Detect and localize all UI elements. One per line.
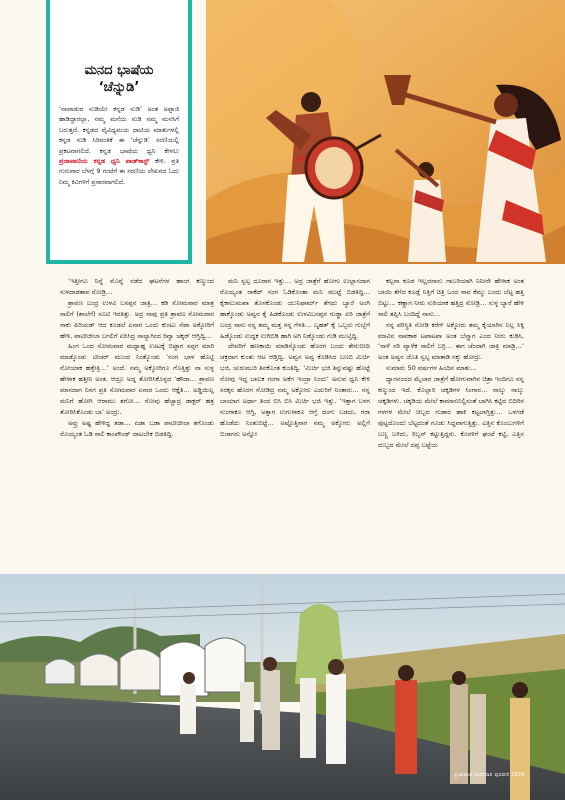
paragraph: ಹಿಂಗ ಒಂದ ಸೋಮವಾರ ಮಧ್ಯಾಹ್ನ ಊಟಕ್ಕೆ ಬಿಟ್ಟಾಗ ಸಪ್ಪಗ ಮಾರಿ ಮಾಡ್ಕೊಂಡು ಟೀಚರ್ ಮುಂದ ನಿಂತ್ಕೊಂಡು ‘ನಂಗ ಭಾಳ ಹೊಟ್ಟಿ ನೋಯಾಕ ಹತ್ತೇತ್ರಿ…’ ಅಂದೆ. ನಮ್ಮ ಅಕ್ಕೋರಿಗೂ ಗೊತ್ತಿತ್ತು ನಾ ಸುಳ್ಳ ಹೇಳಾಕ ಹತ್ತೀನಿ ಅಂತ. ಆದ್ರೂ ಅದ್ನ ತೋರಿಸಿಕೊಳ್ಳದ ‘ಹೌದಾ… ಶ್ರಾವಣ ಮಾಸದಾಗ ನಿನಗ ಪ್ರತಿ ಸೋಮವಾರ ಏನಾರ ಒಂದು ಆಕ್ತೈತಿ… ಅಡ್ಡಿಯಿಲ್ಲ ಮನಿಗೆ ಹೋಗಿ ಆರಾಮು ತಗೋ… ನೋವು ಹೆಚ್ಚಾದ್ರ ಡಾಕ್ಟರ್ ಹತ್ರ ತೋರಿಸಿಕೊಂಡು ಬಾ’ ಅಂದ್ರು. [60, 342, 214, 416]
paragraph: ‘ಇತ್ತೀಗೂ ನಿನ್ನೆ ಮೊನ್ನೆ ನಡೆದ ಘಟನೆಗಳ ಹಾಂಗ ಕಣ್ಮುಂದ ಸುಳದಾಡತಾವ ನೋಡ್ರಿ… [60, 277, 214, 296]
paragraph: ದೇವರಿಗೆ ಹಣಕಾಯಿ ಮಾಡಿಸ್ಕೊಂಡು ಹೊರಗ ಬಂದು ತೇರುಬೀದಿ ಚಕ್ರದಾಗ ಕುಂತು ಆಟ ಆಡ್ತಿದ್ವಿ. ಅವ್ವನ ಅವ್ವ ಕೊಡಿಸಿದ ಬಣಬಿ ಮಿರ್ಚಿ ಭಜಿ, ಚುರುಮುರಿ ತಿನಕೊಂತ ಕುಂತಿದ್ವಿ. ‘ಮಿರ್ಚಿ ಭಜಿ ತಿನ್ನುವಷ್ಟು ಹೊಟ್ಟೆ ನೋವು ಇದ್ದ ಬಾಲಕ ಗಂಗಾ ಅಕೆಗ ಇಂದ್ರಾ ನಿಂದು’ ಅನುವ ಧ್ವನಿ ಕೇಳಿ ಸರಕ್ಕನ ಹೊರಗ ನೋಡಿದ್ರ ನಮ್ಮ ಅಕ್ಕೋರು ಎದುರಿಗೆ ನಿಂತಾರು… ನನ್ನ ಬಾಯಾಗ ಅರ್ಧಾ ತಿಂದ ಬಿಸಿ ಬಿಸಿ ಮಿರ್ಚಿ ಭಜಿ ಇತ್ತು. ‘ಇತ್ತಾಗ ಬಳಗ ನುಂಗಾಕೂ ಆಗ್ತಿ, ಅತ್ತಾಗ ಉಗುಳಾಕೂ ಆಗ್ತೆ ದಂಗು ಬಡದು, ಗರಾ ಹೊಡೆದು ನಿಂತುಬಿಟ್ಟೆ… ಅಷ್ಟೊತ್ತಿನಾಗ ನಮ್ಮ ಅಕ್ಕೋರು ಅಲ್ಲಿಗೆ ಬಿಜಾಗರು ಅನ್ನೋ [220, 342, 370, 438]
sidebar-title-line2: ‘ಚೆನ್ನುಡಿ’ [98, 80, 140, 95]
paragraph: ಕಲ್ಪನಾ ಕೂಡ ಇಲ್ಲದನಾನು ಗಾಬರಿಯಾಗಿ ನಿನೀನೇ ಹೇಳಾಕ ಅಂತ ಬಾಯಿ ತೆಗೆದ ಕೂಡ್ಲೆ ನಿತ್ತಿಗೆ ಚಿತ್ರಿ ಒಂದ ಸಾವ ಕೆಮ್ಮು ಬಂದು ಬೆಟ್ಟ ಹತ್ತಿ ಬಿಟ್ಟು… ಕಣ್ಣಾಗ ನೀರು ಸುರಿಯಾಕ ಹತ್ತಿದ್ರ ನೋಡ್ರಿ… ಸುಳ್ಳ ಬ್ಯಾರೆ ಹೇಳಿ ಸಾಲಿ ತಪ್ಪಿಸಿ ಬಂದಿದ್ದೆ ನಾನು… [378, 277, 524, 318]
sidebar-outro: ಕೇಳಿ. ಪ್ರತಿ ಗುರುವಾರ ಬೆಳಗ್ಗೆ 9 ಗಂಟೆಗೆ ಈ ಸರಣಿಯ ಲೇಖನದ ಓದು ನಿಮ್ಮ ಕಿವಿಗಳಿಗೆ ಪ್ರಸಾರವಾಗಲಿದೆ. [59, 157, 179, 186]
procession-photo [0, 574, 565, 800]
header-illustration [206, 0, 565, 264]
article-column-1 [60, 276, 214, 440]
sidebar-box [46, 0, 192, 264]
paragraph: ಧ್ಯಾಗನಂದದ ಮೈಲಾರ ಜಾತ್ರೆಗೆ ಹೋಗುವಾಗಿನ ಚಿತ್ರಾ ಇಂದಿಗೂ ನನ್ನ ಕಣ್ಮುಂದ ಇದೆ. ಕೊಲ್ಲಾರಿ ಚಕ್ಕಡಿಗಳ ಸಿಂಗಾರ… ನಾಲ್ಕು ನಾಲ್ಕು ಚಕ್ಕಡಿಗಳು. ಚಕ್ಕಡಿಯ ಮೇಲೆ ಕಾಮಾನಬಿಲ್ಲಿನಂತೆ ಬಾಗಿಸಿ ಕಟ್ಟಿದ ಬಿದಿರಿನ ಗಳಗಳ ಮೇಲೆ ಚಿಬ್ಬದ ಗುಡಾರ ಹಾಕಿ ಕಟ್ಟಲಾಗ್ತಿತ್ತು… ಒಳಗಡೆ ಪುಟ್ಟದೊಂದು ಬೆಟ್ಟದಂತೆ ಗೂಡು ಸಿದ್ದವಾಗುತ್ತಿತ್ತು. ಎತ್ತಿನ ಕೊಂಬುಗಳಿಗೆ ಬಣ್ಣ ಬಳಿದು, ರಿಬ್ಬನ್ ಕಟ್ಟುತ್ತಿದ್ದರು. ಕೊರಳಿಗೆ ಘಂಟೆ ಕಟ್ಟಿ, ಎತ್ತಿನ ದುಬ್ಬದ ಮೇಲೆ ದಪ್ಪ ಬಟ್ಟೆಯ [378, 375, 524, 449]
paragraph: ಸುಮಾರು 50 ವರ್ಷಗಳ ಹಿಂದಿನ ಮಾತು… [386, 364, 477, 373]
procession-photo-image [0, 574, 565, 800]
paragraph: ಅವ್ರು ಅಷ್ಟ ಹೇಳಿದ್ದ ತಡಾ… ಏಡಾ ಬಡಾ ಪಾಟೀಚೀಲಾ ತಗೊಂಡು ರೊಯ್ಯಂತ ಓಡಿ ಸಾಲಿ ಕಾಂಪೌಂಡ್ ದಾಟಬೇಕ ಬಿಡತಿದ್ದಿ. [60, 418, 214, 438]
podcast-highlight: ಪ್ರಜಾವಾಣಿಯ ಕನ್ನಡ ಧ್ವನಿ ಪಾಡ್‌ಕಾಸ್ಟ್ [59, 157, 150, 166]
article-column-3 [378, 276, 524, 451]
paragraph: ನನ್ನ ಪರಿಸ್ಥಿತಿ ನೋಡಿ ಕರೆಗ್ ಅಕ್ಕೋರು ತಮ್ಮ ಕೈಯಾಗಿನ ನಿಲ್ಲ ಸಿಕ್ಕಿ ಮಾವಿನ ಸಾವಕಾಶ ಟಪಾಟಪಾ ಅಂತ ಬೆಸ್ತ್ಯಾಗ ಎಂದ ನೀರು ಕುಡಿಸಿ, ‘ನಾಳೆ ಸರಿ ವ್ಯಾಳೆಕ ಸಾಲಿಗೆ ಬರ್ರಿ… ಈಗ ಚೆಂದಾಗಿ ಜಾತ್ರಿ ಮಾಡ್ರಿ…’ ಅಂತ ಅವ್ವನ ಜೊತಿ ಸ್ವಲ್ಪ ಮಾತಾಡಿ ನಕ್ಕು ಹೋದ್ರು. [378, 320, 524, 362]
sidebar-body [59, 104, 179, 187]
sidebar-title [59, 62, 179, 96]
sidebar-panel [50, 0, 188, 260]
sidebar-intro: ‘ನಾವಾಡುವ ನುಡಿಯೇ ಕನ್ನಡ ನುಡಿ’ ಅಂತ ಅಪ್ಪಾಜಿ ಹಾಡಿದ್ದಾರಲ್ಲಾ, ನಮ್ಮ ಮನೆಯ ನುಡಿ ನಮ್ಮ ಮನಸಿಗೆ ಬರುತ್ತದೆ. ಕನ್ನಡದ ವೈವಿಧ್ಯಮಯ ಧಾಟಿಯ ಮಾತುಗಳಲ್ಲಿ ಕನ್ನಡ ನುಡಿ ಸಿರಿವಂತಿಕೆ ಈ ‘ಚೆನ್ನುಡಿ’ ಸರಣಿಯಲ್ಲಿ ಪ್ರಕಟವಾಗಲಿದೆ. ಕನ್ನಡ ಭಾಷೆಯ ಧ್ವನಿ ಕೇಳಲು [59, 105, 179, 155]
paragraph: ಶ್ರಾವಣ ಬಂದ್ರ ಉಳವಿ ಬಸಪ್ಪನ ಜಾತ್ರಿ… ಕಡಿ ಸೋಮವಾರ ಮಾತ್ರ ಸಾಲಿಗೆ (ಶಾಲೆಗೆ) ಸೂಟಿ ಇರತಿತ್ತು. ಅದ್ರ ನಾವು ಪ್ರತಿ ಶ್ರಾವಣ ಸೋಮವಾರ ನಾಕು ಪಿರಿಯಡ್ ಆದ ಕೂಡಲೆ ಏನಾರ ಒಂದು ಕುಂಟು ನೆಪಾ ಅಕ್ಕೋರಿಗೆ ಹೇಳಿ, ಪಾಟೀಚೀಲಾ ಬಗಲಿಗೆ ಏರಿಸಿದ್ರ ಸಾಲ್ಯಾಗಿಂದ ರಿವ್ವಾ ಚಕ್ಕರ್ ಆಗ್ತಿದ್ವಿ… [60, 298, 214, 340]
article-column-2 [220, 276, 370, 440]
sidebar-title-line1: ಮನದ ಭಾಷೆಯ [84, 63, 154, 78]
page-folio: ಪ್ರಜಾವಾಣಿ ಭಾನುವಾರ ಪುರವಣಿ 2026 [454, 772, 525, 778]
festival-illustration [206, 0, 565, 264]
paragraph: ಮನಿ ಸ್ವಲ್ಪ ದೂರಾನ ಇತ್ತು… ಅದ್ರ ಜಾತ್ರೆಗೆ ಹೋಗು ಉಲ್ಲಾಸದಾಗ ರೊಯ್ಯಂತ ರಾಕೆಟ್ ನಂಗ ಓಡಿಕೊಂತಾ ಮನಿ ಮುಟ್ಟೆ ಬಿಡತಿದ್ದಿ… ಕೈಕಾಲುಮಖಾ ತೊಳಕೊಂಡು ಯುನಿಫಾರ್ಮ್ ತೆಗದು ಬ್ಯಾರೆ ಅಂಗಿ ಹಾಕ್ಕೊಂಡು ಅವ್ವನ ಕೈ ಹಿಡಕೊಂಡು ಉಳವಿಬಸಪ್ಪನ ಗುಡ್ಡಾ ಏರಿ ಜಾತ್ರೆಗೆ ಬಂದ್ರ ನಾನು ನನ್ನ ತಮ್ಮ ಮತ್ತ ನನ್ನ ಗೆಳತಿ… ಬೃಹತ್ ಕೈ ಒಬ್ಬರು ಗುಬ್ಬೆಗೆ ಹಿಡ್ಕೊಂಡು ಉದ್ದಕ ಉಗಿಬಿಡಿ ಹಾಗಿ ಅಗಿ ನಿಡ್ಕೊಂಡು ಗುಡಿ ಮುಟ್ತಿದ್ದಿ. [220, 277, 370, 340]
